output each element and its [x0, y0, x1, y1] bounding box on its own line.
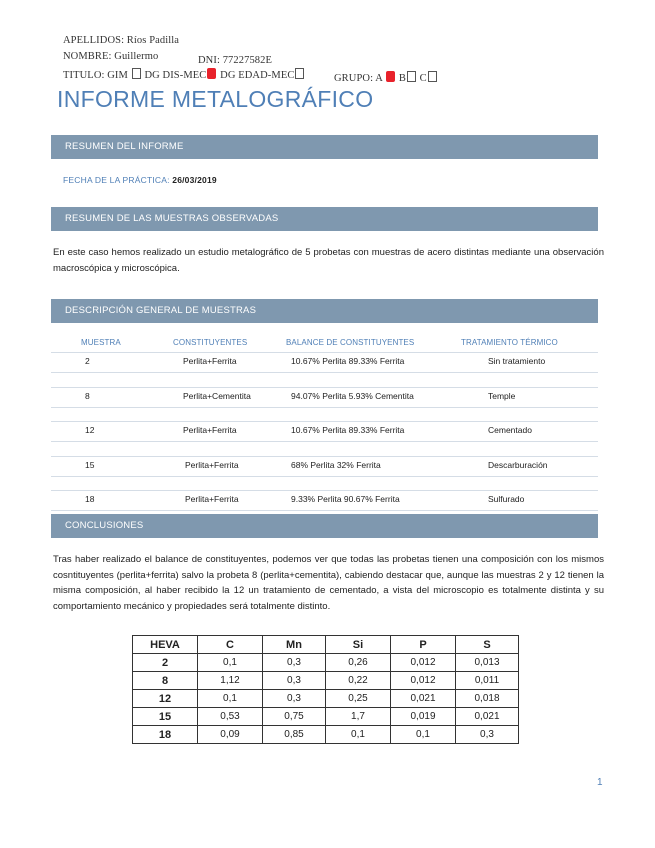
titulo-prefix: TITULO: GIM — [63, 70, 128, 81]
page-number: 1 — [597, 777, 603, 788]
checkbox-dgedad[interactable] — [295, 68, 304, 79]
checkbox-grupo-a-checked[interactable] — [386, 71, 395, 82]
composition-header-row — [133, 636, 519, 654]
samples-table — [51, 336, 598, 525]
comp-s: 0,021 — [456, 708, 519, 726]
comp-heva: 2 — [133, 654, 198, 672]
comp-s: 0,3 — [456, 726, 519, 744]
table-row — [133, 654, 519, 672]
section-bar-resumen-muestras: RESUMEN DE LAS MUESTRAS OBSERVADAS — [51, 207, 598, 231]
comp-c: 0,1 — [198, 654, 263, 672]
sample-id: 8 — [85, 390, 90, 401]
sample-id: 12 — [85, 425, 95, 436]
comp-header-s: S — [456, 636, 519, 654]
comp-header-mn: Mn — [263, 636, 326, 654]
comp-mn: 0,85 — [263, 726, 326, 744]
sample-constituyentes: Perlita+Ferrita — [183, 356, 237, 366]
sample-tratamiento: Cementado — [488, 425, 532, 436]
page-title: INFORME METALOGRÁFICO — [57, 86, 374, 112]
sample-id: 2 — [85, 356, 90, 366]
comp-header-p: P — [391, 636, 456, 654]
comp-p: 0,012 — [391, 672, 456, 690]
sample-tratamiento: Descarburación — [488, 459, 548, 470]
table-row — [51, 421, 598, 456]
composition-table — [132, 635, 519, 744]
titulo-line — [63, 68, 305, 81]
sample-balance: 68% Perlita 32% Ferrita — [291, 459, 381, 470]
table-row — [133, 708, 519, 726]
apellidos: APELLIDOS: Ríos Padilla — [63, 35, 180, 46]
comp-p: 0,012 — [391, 654, 456, 672]
sample-tratamiento: Sin tratamiento — [488, 356, 546, 366]
nombre: NOMBRE: Guillermo — [63, 51, 159, 62]
comp-mn: 0,3 — [263, 672, 326, 690]
comp-mn: 0,75 — [263, 708, 326, 726]
sample-balance: 10.67% Perlita 89.33% Ferrita — [291, 425, 405, 436]
section-bar-resumen-informe: RESUMEN DEL INFORME — [51, 135, 598, 159]
comp-c: 0,09 — [198, 726, 263, 744]
sample-tratamiento: Sulfurado — [488, 494, 525, 505]
grupo-line — [334, 71, 438, 84]
checkbox-grupo-c[interactable] — [428, 71, 437, 82]
sample-constituyentes: Perlita+Cementita — [183, 390, 251, 401]
checkbox-dgdis-checked[interactable] — [207, 68, 216, 79]
table-row — [133, 726, 519, 744]
grupo-b: B — [398, 73, 406, 84]
comp-p: 0,021 — [391, 690, 456, 708]
comp-heva: 18 — [133, 726, 198, 744]
comp-mn: 0,3 — [263, 690, 326, 708]
comp-heva: 12 — [133, 690, 198, 708]
table-row — [133, 672, 519, 690]
comp-si: 0,25 — [326, 690, 391, 708]
sample-balance: 9.33% Perlita 90.67% Ferrita — [291, 494, 400, 505]
comp-p: 0,1 — [391, 726, 456, 744]
comp-c: 0,1 — [198, 690, 263, 708]
fecha-label: FECHA DE LA PRÁCTICA: — [63, 175, 170, 185]
comp-header-heva: HEVA — [133, 636, 198, 654]
comp-c: 1,12 — [198, 672, 263, 690]
comp-p: 0,019 — [391, 708, 456, 726]
comp-heva: 15 — [133, 708, 198, 726]
sample-constituyentes: Perlita+Ferrita — [183, 425, 237, 436]
sample-tratamiento: Temple — [488, 390, 516, 401]
checkbox-gim[interactable] — [132, 68, 141, 79]
comp-header-c: C — [198, 636, 263, 654]
resumen-paragraph: En este caso hemos realizado un estudio metalográfico de 5 probetas con muestras de acero distintas mediante una observación macroscópica y microscópica. — [53, 247, 604, 274]
sample-id: 15 — [85, 459, 95, 470]
table-row — [51, 456, 598, 491]
section-bar-descripcion: DESCRIPCIÓN GENERAL DE MUESTRAS — [51, 299, 598, 323]
samples-header-muestra: MUESTRA — [81, 338, 121, 347]
table-row — [133, 690, 519, 708]
samples-header-constituyentes: CONSTITUYENTES — [173, 338, 248, 347]
titulo-dgdis: DG DIS-MEC — [144, 70, 207, 81]
fecha-value: 26/03/2019 — [172, 175, 217, 185]
sample-balance: 10.67% Perlita 89.33% Ferrita — [291, 356, 405, 366]
sample-id: 18 — [85, 494, 95, 505]
section-bar-conclusiones: CONCLUSIONES — [51, 514, 598, 538]
comp-mn: 0,3 — [263, 654, 326, 672]
grupo-label: GRUPO: A — [334, 73, 383, 84]
comp-si: 0,26 — [326, 654, 391, 672]
fecha-practica — [63, 175, 217, 185]
conclusiones-paragraph: Tras haber realizado el balance de constituyentes, podemos ver que todas las probetas tienen una composición con los mismos cosntituyentes (perlita+ferrita) salvo la probeta 8 (perlita+cementita), cabiendo destacar que, aunque las muestras 2 y 12 tienen la misma composición, al haber recibido la 12 un tratamiento de cementado, a vista del microscopio es totalmente distinta y su comportamiento mecánico y propiedades será totalmente distinto. — [53, 554, 604, 612]
grupo-c: C — [419, 73, 427, 84]
dni: DNI: 77227582E — [198, 55, 273, 66]
titulo-dgedad: DG EDAD-MEC — [220, 70, 295, 81]
comp-si: 0,1 — [326, 726, 391, 744]
table-row — [51, 352, 598, 387]
samples-header-row — [51, 336, 598, 352]
comp-heva: 8 — [133, 672, 198, 690]
samples-header-balance: BALANCE DE CONSTITUYENTES — [286, 338, 415, 347]
checkbox-grupo-b[interactable] — [407, 71, 416, 82]
comp-s: 0,011 — [456, 672, 519, 690]
comp-header-si: Si — [326, 636, 391, 654]
comp-s: 0,018 — [456, 690, 519, 708]
comp-si: 1,7 — [326, 708, 391, 726]
comp-s: 0,013 — [456, 654, 519, 672]
comp-si: 0,22 — [326, 672, 391, 690]
sample-constituyentes: Perlita+Ferrita — [185, 494, 239, 505]
sample-balance: 94.07% Perlita 5.93% Cementita — [291, 390, 414, 401]
samples-header-tratamiento: TRATAMIENTO TÉRMICO — [461, 338, 558, 347]
sample-constituyentes: Perlita+Ferrita — [185, 459, 239, 470]
comp-c: 0,53 — [198, 708, 263, 726]
table-row — [51, 387, 598, 422]
